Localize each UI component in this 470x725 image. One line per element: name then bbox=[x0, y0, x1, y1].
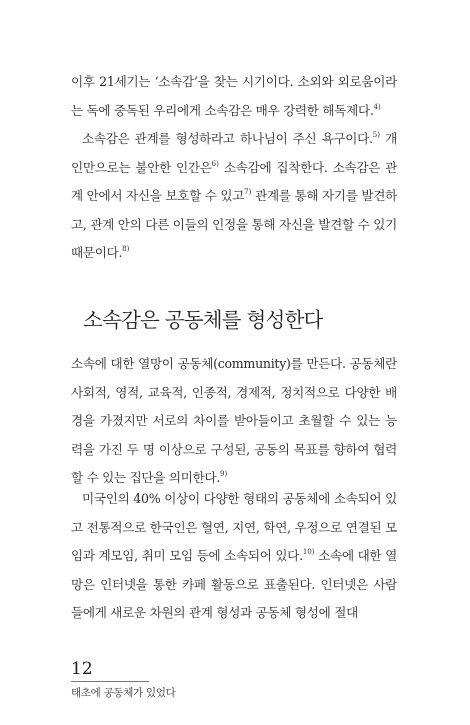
paragraph-3 bbox=[71, 350, 397, 493]
footnote-marker[interactable]: 6) bbox=[211, 159, 219, 168]
paragraph-4 bbox=[71, 485, 397, 628]
text-run: 소속에 대한 열망은 인터넷을 통한 카페 활동으로 표출된다. 인터넷은 사람들에게 새로운 차원의 관계 형성과 공동체 형성에 절대 bbox=[71, 548, 397, 621]
footnote-marker[interactable]: 5) bbox=[372, 131, 380, 139]
footnote-marker[interactable]: 8) bbox=[122, 245, 130, 254]
page-number: 12 bbox=[71, 659, 93, 679]
section-heading: 소속감은 공동체를 형성한다 bbox=[83, 308, 323, 332]
text-run: 이후 21세기는 ‘소속감’을 찾는 시기이다. 소외와 외로움이라는 독에 중독된 우리에게 소속감은 매우 강력한 해독제다. bbox=[71, 74, 397, 118]
footnote-marker[interactable]: 9) bbox=[220, 470, 228, 479]
text-run: 미국인의 40% 이상이 다양한 형태의 공동체에 소속되어 있고 전통적으로 한국인은 혈연, 지연, 학연, 우정으로 연결된 모임과 계모임, 취미 모임 등에 소속되어 있다. bbox=[71, 491, 397, 564]
footer-divider bbox=[71, 681, 149, 682]
footnote-marker[interactable]: 7) bbox=[244, 188, 252, 197]
footnote-marker[interactable]: 10) bbox=[302, 548, 315, 557]
text-run: 소속감은 관계를 형성하라고 하나님이 주신 욕구이다. bbox=[82, 131, 373, 146]
text-run: 소속감에 집착한다. 소속감은 관계 안에서 자신을 보호할 수 있고 bbox=[71, 159, 397, 204]
text-run: 소속에 대한 열망이 공동체(community)를 만든다. 공동체란 사회적, 영적, 교육적, 인종적, 경제적, 정치적으로 다양한 배경을 가졌지만 서로의 차이를 받아들이고 초월할 수 있는 능력을 가진 두 명 이상으로 구성된, 공동의 목표를 향하여 협력할 수 있는 집단을 의미한다. bbox=[71, 356, 397, 486]
text-run: 관계를 통해 자기를 발견하고, 관계 안의 다른 이들의 인정을 통해 자신을 발견할 수 있기 때문이다. bbox=[71, 188, 397, 261]
footnote-marker[interactable]: 4) bbox=[373, 102, 381, 111]
paragraph-2 bbox=[71, 125, 397, 268]
running-title: 태초에 공동체가 있었다 bbox=[71, 687, 176, 699]
paragraph-1 bbox=[71, 68, 397, 125]
text-run: 개인만으로는 불안한 인간은 bbox=[71, 131, 398, 175]
